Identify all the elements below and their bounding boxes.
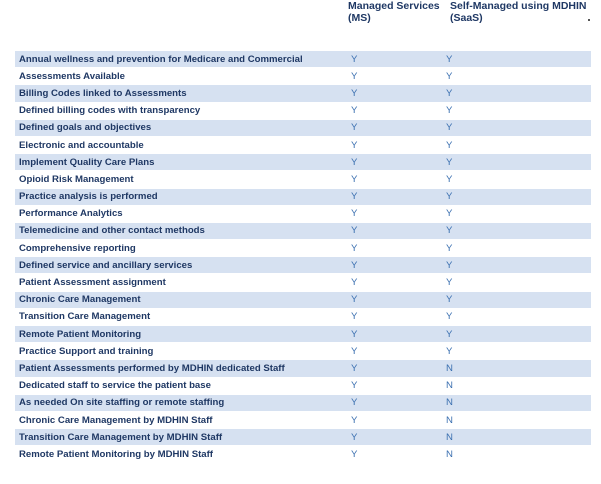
managed-services-value: Y bbox=[351, 380, 358, 392]
table-row bbox=[15, 206, 591, 223]
table-row bbox=[15, 446, 591, 463]
table-row bbox=[15, 171, 591, 188]
feature-label: Implement Quality Care Plans bbox=[19, 156, 155, 168]
table-row bbox=[15, 223, 591, 240]
managed-services-value: Y bbox=[351, 70, 358, 82]
managed-services-value: Y bbox=[351, 87, 358, 99]
table-row bbox=[15, 257, 591, 274]
table-row bbox=[15, 51, 591, 68]
self-managed-value: Y bbox=[446, 294, 453, 306]
self-managed-value: N bbox=[446, 380, 453, 392]
self-managed-value: Y bbox=[446, 87, 453, 99]
table-row bbox=[15, 343, 591, 360]
table-row bbox=[15, 85, 591, 102]
table-row bbox=[15, 378, 591, 395]
feature-label: Patient Assessments performed by MDHIN dedicated Staff bbox=[19, 362, 285, 374]
table-row bbox=[15, 103, 591, 120]
self-managed-value: Y bbox=[446, 156, 453, 168]
table-row bbox=[15, 137, 591, 154]
feature-label: Comprehensive reporting bbox=[19, 242, 136, 254]
feature-label: Billing Codes linked to Assessments bbox=[19, 87, 187, 99]
managed-services-value: Y bbox=[351, 156, 358, 168]
feature-label: Defined service and ancillary services bbox=[19, 259, 193, 271]
feature-label: Patient Assessment assignment bbox=[19, 277, 166, 289]
table-row bbox=[15, 360, 591, 377]
managed-services-value: Y bbox=[351, 294, 358, 306]
table-row bbox=[15, 154, 591, 171]
self-managed-value: Y bbox=[446, 191, 453, 203]
self-managed-value: Y bbox=[446, 139, 453, 151]
self-managed-value: Y bbox=[446, 122, 453, 134]
table-row bbox=[15, 68, 591, 85]
managed-services-value: Y bbox=[351, 277, 358, 289]
feature-label: Practice Support and training bbox=[19, 345, 154, 357]
feature-label: Defined goals and objectives bbox=[19, 122, 152, 134]
managed-services-value: Y bbox=[351, 225, 358, 237]
feature-label: Practice analysis is performed bbox=[19, 191, 158, 203]
table-row bbox=[15, 240, 591, 257]
feature-label: Opioid Risk Management bbox=[19, 173, 134, 185]
table-row bbox=[15, 309, 591, 326]
self-managed-value: Y bbox=[446, 225, 453, 237]
managed-services-value: Y bbox=[351, 448, 358, 460]
feature-label: Assessments Available bbox=[19, 70, 125, 82]
self-managed-value: Y bbox=[446, 105, 453, 117]
table-row bbox=[15, 412, 591, 429]
managed-services-value: Y bbox=[351, 328, 358, 340]
self-managed-value: Y bbox=[446, 208, 453, 220]
managed-services-value: Y bbox=[351, 431, 358, 443]
self-managed-value: N bbox=[446, 431, 453, 443]
feature-label: Performance Analytics bbox=[19, 208, 123, 220]
managed-services-value: Y bbox=[351, 397, 358, 409]
corner-dot bbox=[588, 19, 590, 21]
feature-label: Remote Patient Monitoring bbox=[19, 328, 142, 340]
feature-label: Annual wellness and prevention for Medicare and Commercial bbox=[19, 53, 303, 65]
managed-services-value: Y bbox=[351, 191, 358, 203]
self-managed-value: Y bbox=[446, 277, 453, 289]
table-row bbox=[15, 274, 591, 291]
managed-services-value: Y bbox=[351, 139, 358, 151]
self-managed-value: Y bbox=[446, 259, 453, 271]
feature-label: Transition Care Management by MDHIN Staff bbox=[19, 431, 223, 443]
self-managed-value: N bbox=[446, 397, 453, 409]
table-row bbox=[15, 189, 591, 206]
table-row bbox=[15, 429, 591, 446]
column-header-self-managed: Self-Managed using MDHIN (SaaS) bbox=[450, 0, 587, 24]
managed-services-value: Y bbox=[351, 311, 358, 323]
feature-label: Chronic Care Management bbox=[19, 294, 141, 306]
self-managed-value: N bbox=[446, 448, 453, 460]
feature-label: Dedicated staff to service the patient base bbox=[19, 380, 211, 392]
managed-services-value: Y bbox=[351, 242, 358, 254]
managed-services-value: Y bbox=[351, 345, 358, 357]
table-row bbox=[15, 120, 591, 137]
self-managed-value: Y bbox=[446, 242, 453, 254]
self-managed-value: Y bbox=[446, 345, 453, 357]
managed-services-value: Y bbox=[351, 414, 358, 426]
managed-services-value: Y bbox=[351, 208, 358, 220]
table-row bbox=[15, 292, 591, 309]
managed-services-value: Y bbox=[351, 105, 358, 117]
feature-label: Chronic Care Management by MDHIN Staff bbox=[19, 414, 213, 426]
feature-label: As needed On site staffing or remote staffing bbox=[19, 397, 225, 409]
self-managed-value: N bbox=[446, 362, 453, 374]
feature-label: Electronic and accountable bbox=[19, 139, 144, 151]
feature-label: Remote Patient Monitoring by MDHIN Staff bbox=[19, 448, 214, 460]
self-managed-value: Y bbox=[446, 311, 453, 323]
feature-label: Defined billing codes with transparency bbox=[19, 105, 201, 117]
feature-label: Transition Care Management bbox=[19, 311, 151, 323]
column-header-managed-services: Managed Services (MS) bbox=[348, 0, 440, 24]
self-managed-value: Y bbox=[446, 70, 453, 82]
self-managed-value: N bbox=[446, 414, 453, 426]
feature-label: Telemedicine and other contact methods bbox=[19, 225, 205, 237]
managed-services-value: Y bbox=[351, 122, 358, 134]
managed-services-value: Y bbox=[351, 173, 358, 185]
managed-services-value: Y bbox=[351, 259, 358, 271]
managed-services-value: Y bbox=[351, 362, 358, 374]
self-managed-value: Y bbox=[446, 328, 453, 340]
table-row bbox=[15, 395, 591, 412]
managed-services-value: Y bbox=[351, 53, 358, 65]
table-row bbox=[15, 326, 591, 343]
feature-comparison-table bbox=[15, 51, 591, 464]
self-managed-value: Y bbox=[446, 53, 453, 65]
self-managed-value: Y bbox=[446, 173, 453, 185]
